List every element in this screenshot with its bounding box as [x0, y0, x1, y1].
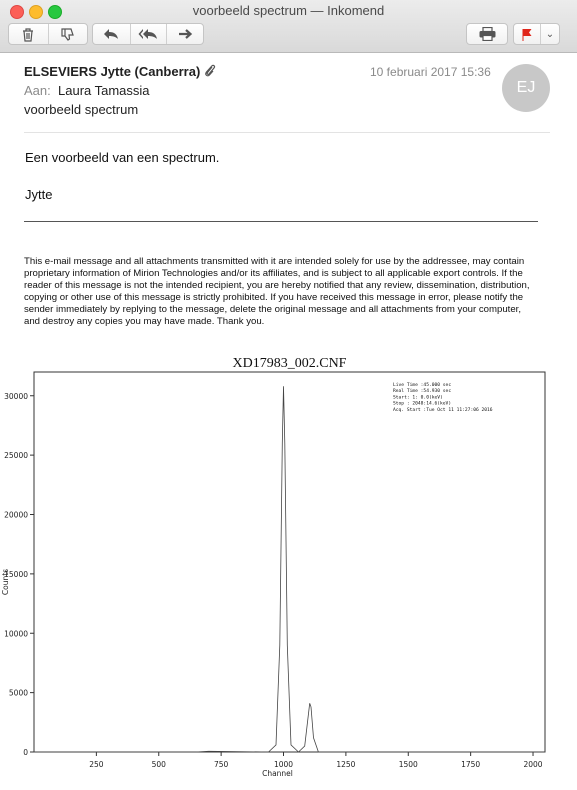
y-tick-label: 25000 — [4, 451, 28, 461]
recipient-name[interactable]: Laura Tamassia — [58, 83, 150, 98]
acquisition-info-text: Real Time :54.930 sec — [393, 389, 452, 395]
acquisition-info-text: Live Time :45.000 sec — [393, 383, 452, 388]
acquisition-info-text: Stop : 2048:14.6(keV) — [393, 401, 452, 407]
y-axis-label: Counts — [1, 568, 10, 596]
flag-button[interactable] — [514, 24, 540, 44]
y-tick-label: 5000 — [8, 688, 28, 698]
x-tick-label: 1750 — [461, 760, 481, 769]
body-signature: Jytte — [25, 187, 53, 202]
x-tick-label: 1500 — [398, 760, 418, 769]
y-tick-label: 10000 — [4, 629, 28, 639]
thumbs-down-icon — [60, 27, 75, 42]
print-group — [466, 23, 508, 45]
reply-group — [92, 23, 204, 45]
body-divider — [24, 221, 538, 222]
message-date: 10 februari 2017 15:36 — [370, 65, 491, 79]
spectrum-chart — [0, 350, 577, 790]
forward-button[interactable] — [166, 24, 203, 44]
x-tick-label: 750 — [213, 760, 229, 769]
paperclip-icon — [204, 64, 216, 81]
print-button[interactable] — [467, 24, 507, 44]
reply-button[interactable] — [93, 24, 130, 44]
acquisition-info-text: Start: 1: 0.0(keV) — [393, 395, 443, 401]
reply-all-icon — [138, 28, 158, 40]
y-tick-label: 0 — [23, 748, 28, 757]
delete-button[interactable] — [9, 24, 48, 44]
forward-icon — [178, 28, 193, 40]
y-tick-label: 20000 — [4, 510, 28, 520]
reply-all-button[interactable] — [130, 24, 167, 44]
flag-group — [513, 23, 560, 45]
x-axis-label: Channel — [262, 769, 293, 778]
flag-menu-button[interactable] — [540, 24, 559, 44]
sender-name[interactable]: ELSEVIERS Jytte (Canberra) — [24, 64, 201, 79]
x-tick-label: 250 — [89, 760, 104, 769]
junk-button[interactable] — [48, 24, 87, 44]
avatar: EJ — [502, 64, 550, 112]
recipient-label: Aan: — [24, 83, 51, 98]
chart-title: XD17983_002.CNF — [232, 356, 347, 371]
message-subject: voorbeeld spectrum — [24, 102, 139, 117]
print-icon — [479, 27, 496, 41]
window-title: voorbeeld spectrum — Inkomend — [192, 3, 385, 18]
disclaimer-text: This e-mail message and all attachments transmitted with it are intended solely for use by the addressee, may contain proprietary information of Mirion Technologies and/or its affiliates, and is subject to all applicable export controls. If the reader of this message is not the intended recipient, you are hereby notified that any review, dissemination, distribution, copying or other use of this message is strictly prohibited. If you have received this message in error, please notify the sender immediately by replying to the message, delete the original message and all attachments from your computer, and destroy any copies you may have made. Thank you. — [24, 256, 530, 328]
trash-icon — [21, 27, 35, 42]
x-tick-label: 2000 — [523, 760, 543, 769]
x-tick-label: 1250 — [336, 760, 356, 769]
header-divider — [24, 132, 550, 133]
x-tick-label: 1000 — [273, 760, 294, 769]
y-tick-label: 30000 — [4, 391, 28, 401]
delete-junk-group — [8, 23, 88, 45]
acquisition-info-text: Acq. Start :Tue Oct 11 11:27:06 2016 — [393, 407, 493, 413]
reply-icon — [103, 28, 119, 40]
title-bar — [0, 0, 577, 53]
chevron-down-icon: ⌄ — [545, 28, 555, 40]
x-tick-label: 500 — [151, 760, 166, 769]
body-text: Een voorbeeld van een spectrum. — [25, 150, 220, 165]
y-tick-label: 15000 — [4, 569, 28, 579]
flag-icon — [521, 28, 533, 41]
